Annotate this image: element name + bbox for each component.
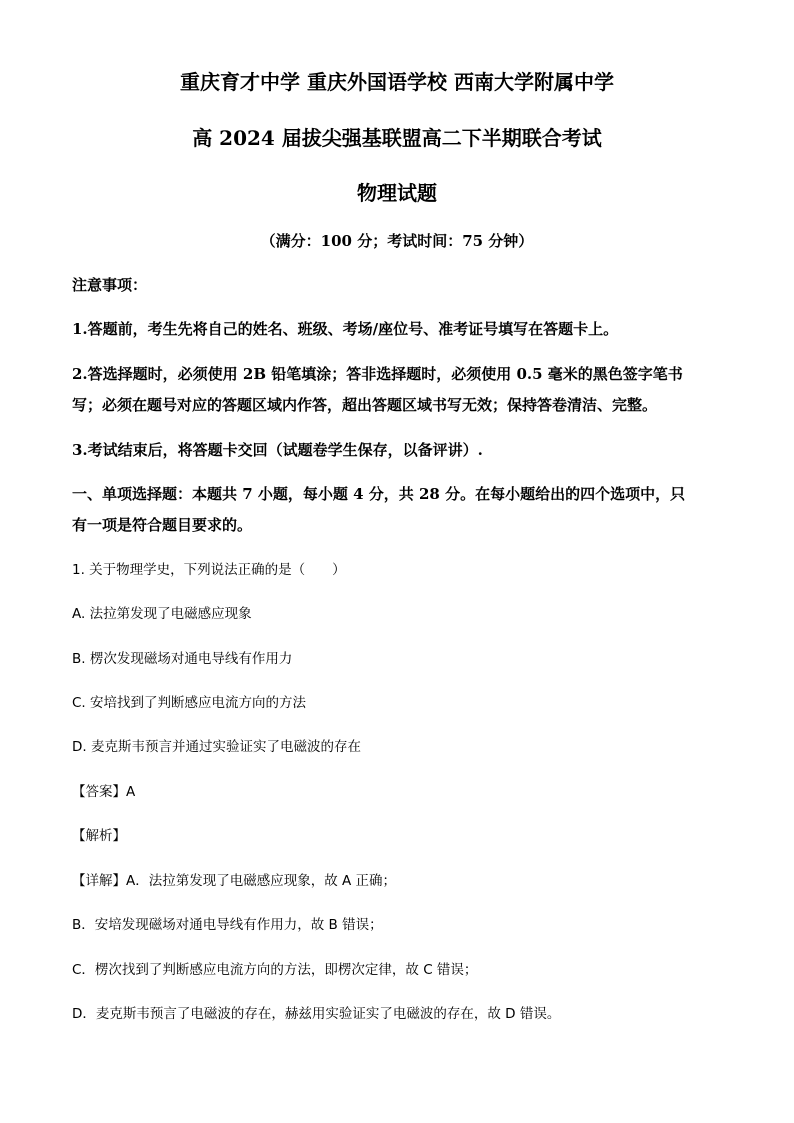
exam-title: 高 2024 届拔尖强基联盟高二下半期联合考试 xyxy=(192,126,602,150)
notice-item-1: 1.答题前，考生先将自己的姓名、班级、考场/座位号、准考证号填写在答题卡上。 xyxy=(72,320,619,338)
detail-a-line xyxy=(72,875,396,889)
question-1-option-a: A. 法拉第发现了电磁感应现象 xyxy=(72,606,252,622)
notice-item-2-line-2: 写；必须在题号对应的答题区域内作答，超出答题区域书写无效；保持答卷清洁、完整。 xyxy=(72,396,658,414)
school-names: 重庆育才中学 重庆外国语学校 西南大学附属中学 xyxy=(180,70,614,94)
detail-d: D．麦克斯韦预言了电磁波的存在，赫兹用实验证实了电磁波的存在，故 D 错误。 xyxy=(72,1006,561,1022)
question-1-option-b: B. 楞次发现磁场对通电导线有作用力 xyxy=(72,651,293,667)
subject-title: 物理试题 xyxy=(357,181,437,205)
section-heading-line-2: 有一项是符合题目要求的。 xyxy=(72,516,253,534)
question-1-option-d: D. 麦克斯韦预言并通过实验证实了电磁波的存在 xyxy=(72,739,361,755)
question-1-option-c: C. 安培找到了判断感应电流方向的方法 xyxy=(72,695,307,711)
notice-heading: 注意事项： xyxy=(72,276,148,294)
score-time-info: （满分：100 分；考试时间：75 分钟） xyxy=(260,232,534,250)
notice-item-2-line-1: 2.答选择题时，必须使用 2B 铅笔填涂；答非选择题时，必须使用 0.5 毫米的黑色签字笔书 xyxy=(72,365,683,383)
detail-c: C．楞次找到了判断感应电流方向的方法，即楞次定律，故 C 错误； xyxy=(72,962,478,978)
detail-a: A．法拉第发现了电磁感应现象，故 A 正确； xyxy=(126,873,397,889)
notice-item-3: 3.考试结束后，将答题卡交回（试题卷学生保存，以备评讲）. xyxy=(72,441,483,459)
answer-label: 【答案】 xyxy=(72,784,126,800)
detail-label: 【详解】 xyxy=(72,873,126,889)
detail-b: B．安培发现磁场对通电导线有作用力，故 B 错误； xyxy=(72,917,383,933)
section-heading-line-1: 一、单项选择题：本题共 7 小题，每小题 4 分，共 28 分。在每小题给出的四个选项中，只 xyxy=(72,485,686,503)
analysis-label: 【解析】 xyxy=(72,828,126,844)
question-1-stem: 1. 关于物理学史，下列说法正确的是（ ） xyxy=(72,562,346,578)
answer-line xyxy=(72,786,135,800)
answer-value: A xyxy=(126,784,136,800)
